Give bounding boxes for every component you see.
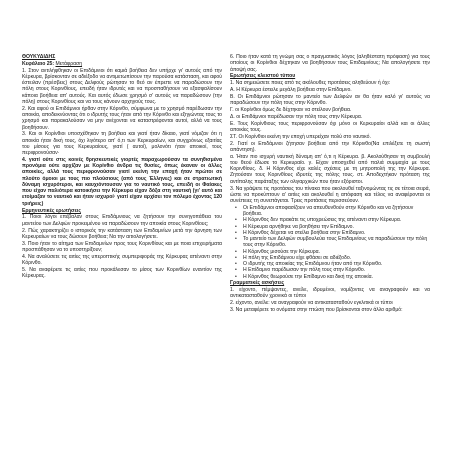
question-1: 1. Ποιοι λόγοι επέβαλαν στους Επιδάμνιους να ζητήσουν την συνηγοπάθεια του μαντείου των Δελφών προκειμένου να παραδώσουν την αποικία στους Κορινθίους;	[22, 214, 222, 227]
true-false-instruction: 1. Να σημειώσετε ποιες από τις ακόλουθες προτάσεις αληθεύουν ή όχι:	[230, 80, 391, 87]
grammar-exercise-3: 3. Να μεταφέρετε το ονόματα στην πτώση που βρίσκονται στον άλλο αριθμό:	[230, 306, 403, 313]
question-2: 2. Πώς χαρακτηρίζει ο ιστορικός την κατάσταση των Επιδαμνίων μετά την άρνηση των Κερκυραίων να τους δώσουν βοήθεια; Να την αιτιολογήσετε.	[22, 227, 222, 240]
translation-paragraph-3: 3. Και οι Κορίνθιοι υποσχέθηκαν τη βοήθεια και γιατί ήταν δίκαιο, γιατί νόμιζαν ότι η αποικία ήταν δική τους, όχι λιγότερο απ' ό,τι των Κερκυραίων, και συγχρόνως εξαιτίας του μίσους για τους Κερκυραίους, γιατί ( αυτοί), μολονότι ήταν αποικοί, τους περιφρονούσαν·	[22, 131, 222, 157]
list-item: • Η Κόρινθος δέχεται να στείλει βοήθεια στην Επίδαμνο.	[243, 230, 430, 236]
translation-paragraph-1: 1. Στον αντιλήφθηκαν οι Επιδάμνιοι ότι καμιά βοήθεια δεν υπήρχε γι' αυτούς από την Κέρκυρα, βρίσκονταν σε αδιέξοδο να αντιμετωπίσουν την παρούσα κατάσταση, και αφού έστειλαν (πρέσβεις) στους Δελφούς ρώτησαν το θεό αν έπρεπε να παραδώσουν την πόλη στους Κορινθίους, επειδή ήταν ιδρυτές και να προσπαθήσουν να εξασφαλίσουν κάποια βοήθεια απ' αυτούς. Και αυτός έδωσε χρησμό σ' αυτούς να παραδώσουν (την πόλη) στους Κορινθίους και να τους κάνουν αρχηγούς τους.	[22, 67, 222, 105]
multiple-choice-options: α. Ήταν πιο ισχυρή ναυτική δύναμη απ' ό,τι η Κέρκυρα. β. Ακολούθησαν τη συμβουλή του θεού έδωσε το Κερκυραϊο. γ. Είχαν υποσχεθεί από παλιά συμμαχία με τους Κορινθίους. δ. Η Κόρινθος είχε καλές σχέσεις με τη μητροπολή της την Κέρκυρα. Ζητούσαν τους Κορινθίους ιδρυτές της πόλης τους. στ. Αποδεχτήκαν πρόταση της αντίπαλης παράταξης των ολιγαρχικών που ήταν εξόριστοι.	[230, 153, 430, 185]
question-5: 5. Να αναφέρετε τις αιτίες που προκάλεσαν το μίσος των Κορινθίων εναντίον της Κέρκυρας.	[22, 266, 222, 280]
list-item: • Η Επίδαμνο παρέδωσαν την πόλη τους στην Κόρινθο.	[243, 267, 430, 273]
list-item: • Η Κόρινθος μισούσε την Κέρκυρα.	[243, 249, 430, 255]
left-column	[22, 54, 222, 446]
question-4: 4. Να αναλύσετε τις αιτίες της υπεροπτικής συμπεριφοράς της Κέρκυρας απέναντι στην Κόρινθο.	[22, 253, 222, 266]
list-item: • Η Κόρινθος θεωρούσε την Επίδαμνο και δική της αποικία.	[243, 274, 430, 280]
tf-item-a: Α. Η Κέρκυρα έστειλε μεγάλη βοήθεια στην Επίδαμνο.	[230, 87, 352, 94]
list-item: • Η Κέρκυρα αρνήθηκε να βοηθήσει την Επίδαμνο.	[243, 224, 430, 230]
grammar-exercise-1: 1. είχοντο, πέμψαντες, ανείλε, ιδρυμένοι, νομίζοντες να αναγραφούν και να αντικατασταθούν χρονικά οι τύποι	[230, 286, 430, 299]
tf-item-st: ΣΤ. Οι Κορίνθιοι εκείνη την εποχή υπερείχαν πολύ στο ναυτικό.	[230, 133, 371, 140]
grammar-exercise-2: 2. είχοντο, ανείλε: να αναγραφούν να αντικατασταθούν εγκλιτικά οι τύποι	[230, 299, 393, 306]
list-item: • Η Κόρινθος δεν πρακάτε τις υποχρεώσεις της απέναντι στην Κέρκυρα.	[243, 217, 430, 223]
chapter-subtitle: Μετάφραση	[55, 60, 83, 67]
question-6: 6. Ποιο ήταν κατά τη γνώμη σας ο πραγματικός λόγος (αληθέστατη πρόφαση) για τους οποίους οι Κορίνθιοι δέχτηκαν να βοηθήσουν τους Επιδαμνίους; Να απολογήσετε την άποψή σας.	[230, 54, 430, 73]
ordering-instruction: 3. Να γράψετε τις προτάσεις του πίνακα που ακολουθεί ταξινομώντας τις σε τέτοια σειρά, ώστε να προκύπτουν α' αιτίες και ακολουθεί η απόφαση και τέλος να αναφέρονται οι συνέπειες τη συνεπάγεται. Τρεις προτάσεις περισσεύουν.	[230, 185, 430, 205]
document-title: ΘΟΥΚΥΔΙΔΗΣ	[22, 54, 56, 60]
tf-item-b: Β. Οι Επιδάμνιοι ρώτησαν το μαντείο των Δελφών αν θα ήταν καλό γι' αυτούς να παραδώσουν την πόλη τους στην Κόρινθο.	[230, 93, 430, 107]
tf-item-e: Ε. Τους Κορίνθιους τους περιφρονούσαν όχι μόνο οι Κερκυραίοι αλλά και οι άλλες αποικίες τους.	[230, 120, 430, 133]
translation-paragraph-2: 2. Και αφού οι Επιδάμνιοι ήρθαν στην Κόρινθο, σύμφωνα με το χρησμό παρέδωσαν την αποικία, αποδεικνύοντας ότι ο ιδρυτής τους ήταν από την Κόρινθο και εξηγώντας τους το χρησμό και παρακαλούσαν να μην ανέχονται να καταστρέφονται αυτοί, αλλά να τους βοηθήσουν.	[22, 105, 222, 131]
translation-paragraph-4-bold: 4. γιατί ούτε στις κοινές θρησκευτικές γιορτές παραχωρούσαν τα συνηθισμένα προνόμια ούτε αρχίζαν με Κορίνθιο άνδρα τις θυσίες, όπως έκαναν οι άλλες αποικίες, αλλά τους περιφρονούσαν γιατί εκείνη την εποχή ήταν πρώτοι σε πλούτο όμοιοι με τους πιο πλούσιους (από τους Έλληνες) και σε στρατιωτική δύναμη ισχυρότεροι, και καυχιόντουσαν για το ναυτικό τους, επειδή οι Φαίακες που είχαν παλιότερα κατοικήσει την Κέρκυρα είχαν δόξα στη ναυτική (γι' αυτό και ετοίμαζαν το ναυτικό και ήταν ισχυροί· γιατί είχαν αρχίσει τον πόλεμο έχοντας 120 τριήρεις)	[22, 156, 222, 207]
list-item: • Η πόλη της Επιδάμνου είχε φθάσει σε αδιέξοδο.	[243, 255, 430, 261]
right-column	[230, 54, 430, 446]
grammar-exercises-heading: Γραμματικές ασκήσεις	[230, 279, 285, 286]
interpretive-questions-heading: Ερμηνευτικές ερωτήσεις	[22, 207, 81, 214]
list-item: • Ο ιδρυτής της αποικίας της Επιδάμνου ήταν από την Κόρινθο.	[243, 261, 430, 267]
list-item: • Το μαντείο των Δελφών συμβουλεύει τους Επιδαμνίους να παραδώσουν την πόλη τους στην Κόρινθο.	[243, 236, 430, 249]
question-3: 3. Ποιο ήταν το αίτημα των Επιδαμνίων προς τους Κορινθίους και με ποια επιχειρήματα προσπάθησαν να το υποστηρίξουν;	[22, 240, 222, 253]
multiple-choice-instruction: 2. Γιατί οι Επιδάμνιοι ζήτησαν βοήθεια από την Κόρινθο(Να επιλέξετε τη σωστή απάντηση).	[230, 140, 430, 153]
chapter-heading	[22, 61, 222, 67]
closed-questions-heading: Ερωτήσεις κλειστού τύπου	[230, 73, 296, 80]
list-item: • Οι Επιδάμνιοι αποφασίζουν να απευθυνθούν στην Κόρινθο και να ζητήσουν βοήθεια.	[243, 205, 430, 218]
tf-item-d: Δ. οι Επιδάμνιοι παρέδωσαν την πόλη τους στην Κέρκυρα.	[230, 113, 363, 120]
tf-item-c: Γ. οι Κορίνθιοι όμως δε δέχτηκαν να στείλουν βοήθεια.	[230, 106, 352, 113]
ordering-list	[230, 205, 430, 280]
chapter-label: Κεφάλαιο 25:	[22, 60, 55, 67]
